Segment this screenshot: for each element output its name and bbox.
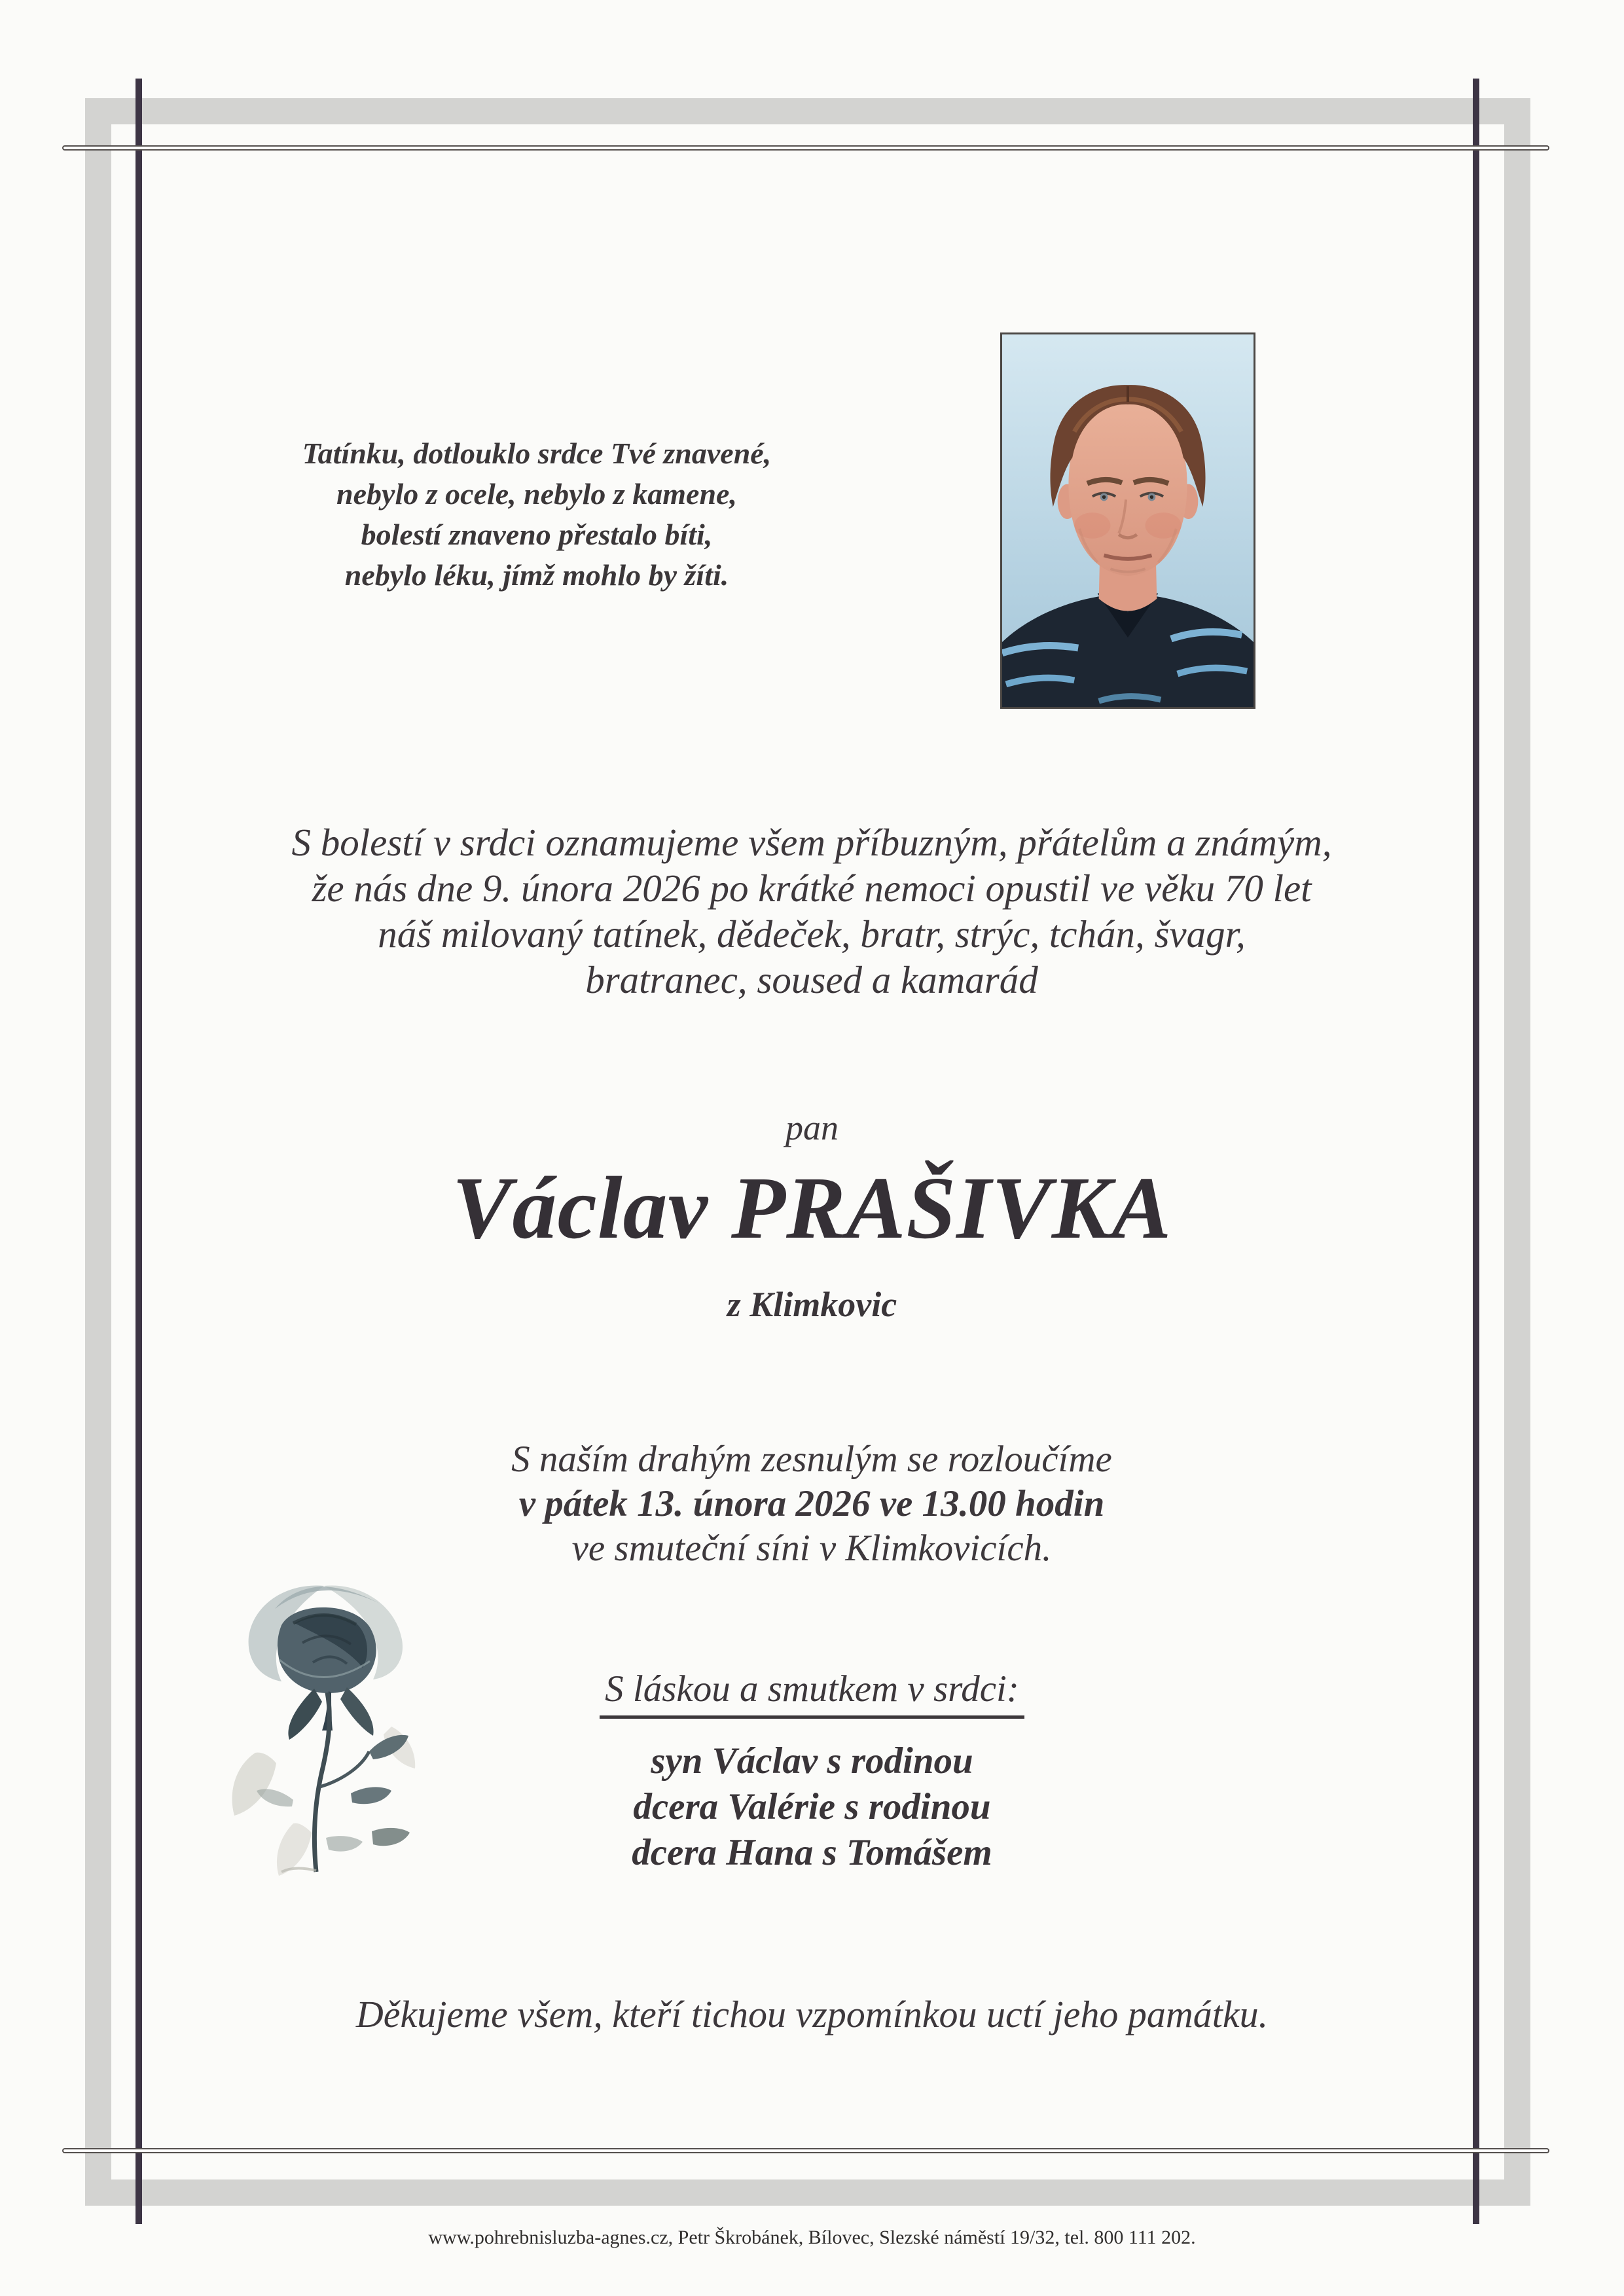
announcement-line: náš milovaný tatínek, dědeček, bratr, strýc, tchán, švagr, (378, 912, 1246, 956)
frame-top-line (62, 145, 1549, 151)
announcement-line: S bolestí v srdci oznamujeme všem příbuzným, přátelům a známým, (291, 821, 1332, 864)
farewell-place: ve smuteční síni v Klimkovicích. (571, 1528, 1052, 1569)
origin-place: z Klimkovic (727, 1285, 897, 1324)
poem-line: bolestí znaveno přestalo bíti, (361, 518, 713, 551)
thanks-line: Děkujeme všem, kteří tichou vzpomínkou uctí jeho památku. (355, 1993, 1269, 2036)
memorial-poem (177, 433, 897, 596)
portrait-photo (1000, 332, 1255, 709)
poem-line: nebylo z ocele, nebylo z kamene, (336, 477, 737, 511)
mourner-item: syn Václav s rodinou (651, 1740, 973, 1782)
announcement-line: bratranec, soused a kamarád (585, 958, 1038, 1001)
frame-right-rule (1473, 79, 1479, 2224)
frame-bottom-line (62, 2148, 1549, 2153)
poem-line: Tatínku, dotlouklo srdce Tvé znavené, (302, 437, 772, 470)
announcement (92, 819, 1532, 1003)
poem-line: nebylo léku, jímž mohlo by žíti. (344, 558, 729, 592)
mourner-item: dcera Hana s Tomášem (632, 1832, 992, 1873)
mourners-heading (0, 1668, 1624, 1719)
mourner-item: dcera Valérie s rodinou (633, 1786, 991, 1827)
deceased-name: Václav PRAŠIVKA (452, 1159, 1172, 1257)
footer-contact: www.pohrebnisluzba-agnes.cz, Petr Škrobánek, Bílovec, Slezské náměstí 19/32, tel. 800 111 202. (428, 2227, 1196, 2248)
mourners-list (0, 1738, 1624, 1876)
farewell-details (92, 1437, 1532, 1571)
frame-left-rule (135, 79, 142, 2224)
farewell-line: S naším drahým zesnulým se rozloučíme (511, 1439, 1112, 1480)
announcement-line: že nás dne 9. února 2026 po krátké nemoci opustil ve věku 70 let (312, 867, 1312, 910)
mourners-heading-text: S láskou a smutkem v srdci: (600, 1668, 1024, 1719)
honorific: pan (785, 1108, 839, 1147)
farewell-datetime: v pátek 13. února 2026 ve 13.00 hodin (518, 1483, 1105, 1524)
portrait-image (1002, 334, 1254, 707)
